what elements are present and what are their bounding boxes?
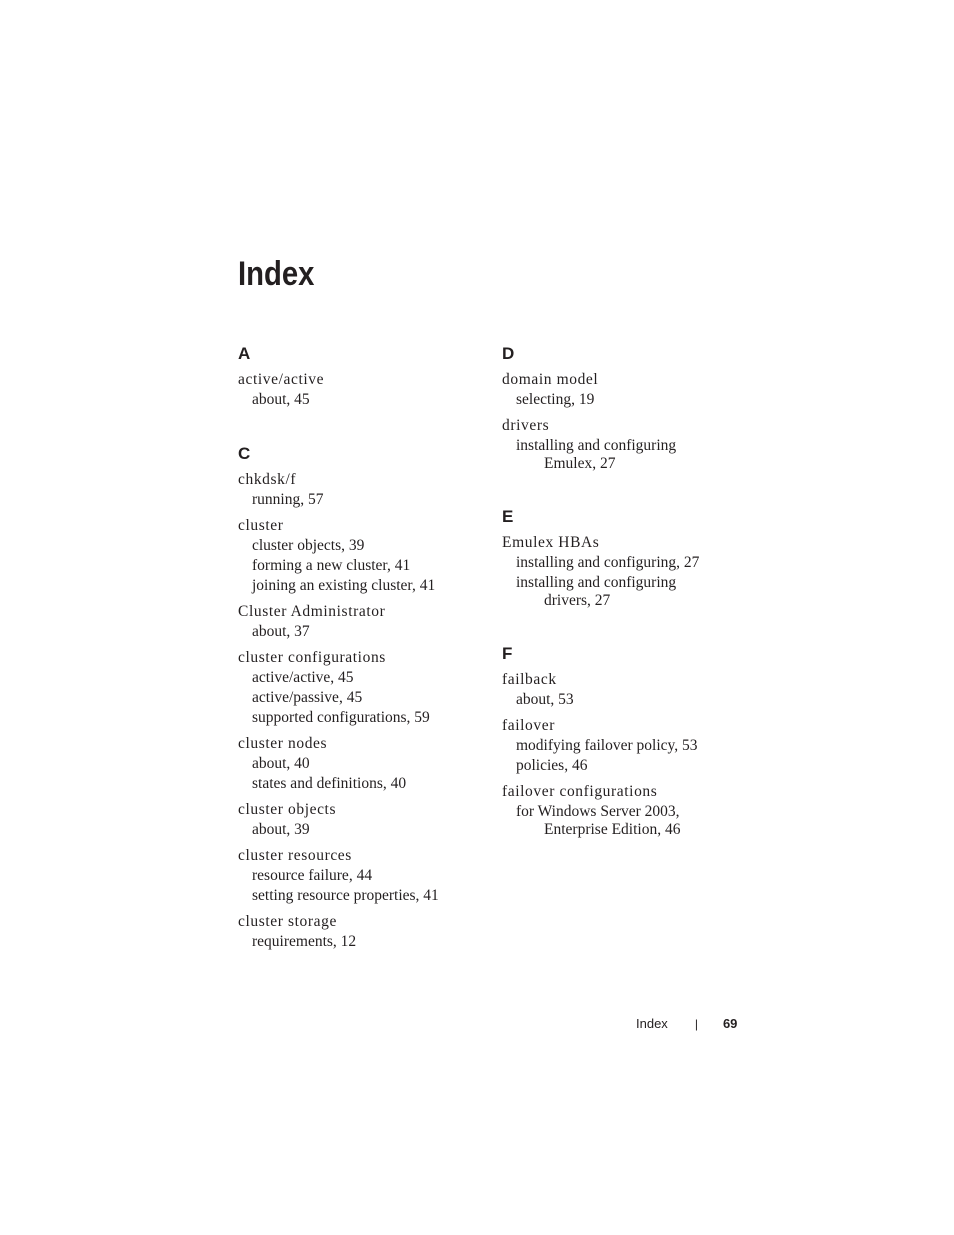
index-term: failover configurations	[502, 783, 658, 800]
index-entry	[502, 416, 742, 473]
index-subentry	[502, 573, 742, 610]
index-subentry	[238, 556, 478, 576]
section-letter: A	[238, 344, 251, 363]
subentry-text: about, 40	[252, 755, 310, 772]
subentry-text: supported configurations, 59	[252, 709, 430, 726]
index-column-left	[238, 340, 478, 982]
subentry-continuation: Emulex, 27	[544, 455, 616, 472]
index-term: cluster objects	[238, 801, 337, 818]
subentry-continuation: drivers, 27	[544, 592, 611, 609]
subentry-text: about, 37	[252, 623, 310, 640]
subentry-text: active/passive, 45	[252, 689, 363, 706]
subentry-text: cluster objects, 39	[252, 537, 365, 554]
index-entry	[502, 716, 742, 776]
index-term: failback	[502, 671, 557, 688]
index-term: failover	[502, 717, 555, 734]
index-entry	[502, 782, 742, 839]
index-term: cluster configurations	[238, 649, 386, 666]
index-subentry	[502, 756, 742, 776]
subentry-text: about, 53	[516, 691, 574, 708]
page-title: Index	[238, 255, 315, 293]
subentry-text: forming a new cluster, 41	[252, 557, 411, 574]
index-entry	[238, 602, 478, 642]
section-letter: C	[238, 444, 251, 463]
index-entry	[238, 846, 478, 906]
footer-section-label: Index	[636, 1016, 668, 1031]
index-term: drivers	[502, 417, 550, 434]
index-entry	[238, 800, 478, 840]
subentry-text: about, 45	[252, 391, 310, 408]
index-entry	[502, 370, 742, 410]
index-term: Emulex HBAs	[502, 534, 600, 551]
index-term: chkdsk/f	[238, 471, 297, 488]
index-subentry	[238, 754, 478, 774]
index-term: cluster	[238, 517, 284, 534]
page-number: 69	[722, 1016, 738, 1031]
subentry-text: policies, 46	[516, 757, 588, 774]
index-entry	[238, 734, 478, 794]
index-subentry	[238, 576, 478, 596]
index-entry	[238, 648, 478, 728]
index-entry	[502, 533, 742, 610]
subentry-text: running, 57	[252, 491, 324, 508]
index-subentry	[502, 690, 742, 710]
index-column-right	[502, 340, 742, 869]
index-subentry	[238, 886, 478, 906]
index-section-d	[502, 340, 742, 473]
index-term: active/active	[238, 371, 325, 388]
index-subentry	[238, 774, 478, 794]
index-subentry	[238, 820, 478, 840]
page-footer	[636, 1014, 737, 1034]
index-section-e	[502, 503, 742, 610]
index-subentry	[502, 736, 742, 756]
subentry-text: states and definitions, 40	[252, 775, 407, 792]
index-subentry	[502, 802, 742, 839]
index-entry	[238, 516, 478, 596]
index-subentry	[502, 436, 742, 473]
subentry-text: for Windows Server 2003,	[516, 803, 680, 820]
index-term: Cluster Administrator	[238, 603, 386, 620]
subentry-text: setting resource properties, 41	[252, 887, 439, 904]
subentry-text: installing and configuring, 27	[516, 554, 700, 571]
subentry-text: joining an existing cluster, 41	[252, 577, 436, 594]
index-subentry	[238, 668, 478, 688]
index-subentry	[238, 932, 478, 952]
footer-separator: |	[694, 1017, 698, 1031]
index-section-f	[502, 640, 742, 839]
index-section-c	[238, 440, 478, 952]
index-entry	[238, 470, 478, 510]
subentry-text: selecting, 19	[516, 391, 595, 408]
index-section-a	[238, 340, 478, 410]
index-subentry	[502, 553, 742, 573]
index-subentry	[238, 622, 478, 642]
index-subentry	[238, 688, 478, 708]
index-term: cluster resources	[238, 847, 352, 864]
index-term: cluster nodes	[238, 735, 328, 752]
index-entry	[502, 670, 742, 710]
index-entry	[238, 912, 478, 952]
index-subentry	[238, 866, 478, 886]
index-term: domain model	[502, 371, 599, 388]
index-subentry	[238, 390, 478, 410]
index-entry	[238, 370, 478, 410]
subentry-text: active/active, 45	[252, 669, 354, 686]
section-letter: F	[502, 644, 513, 663]
index-subentry	[238, 536, 478, 556]
index-subentry	[502, 390, 742, 410]
subentry-text: modifying failover policy, 53	[516, 737, 698, 754]
subentry-text: installing and configuring	[516, 574, 677, 591]
subentry-text: requirements, 12	[252, 933, 357, 950]
subentry-continuation: Enterprise Edition, 46	[544, 821, 681, 838]
section-letter: D	[502, 344, 515, 363]
index-subentry	[238, 490, 478, 510]
subentry-text: resource failure, 44	[252, 867, 373, 884]
index-subentry	[238, 708, 478, 728]
index-term: cluster storage	[238, 913, 337, 930]
subentry-text: about, 39	[252, 821, 310, 838]
section-letter: E	[502, 507, 514, 526]
subentry-text: installing and configuring	[516, 437, 677, 454]
